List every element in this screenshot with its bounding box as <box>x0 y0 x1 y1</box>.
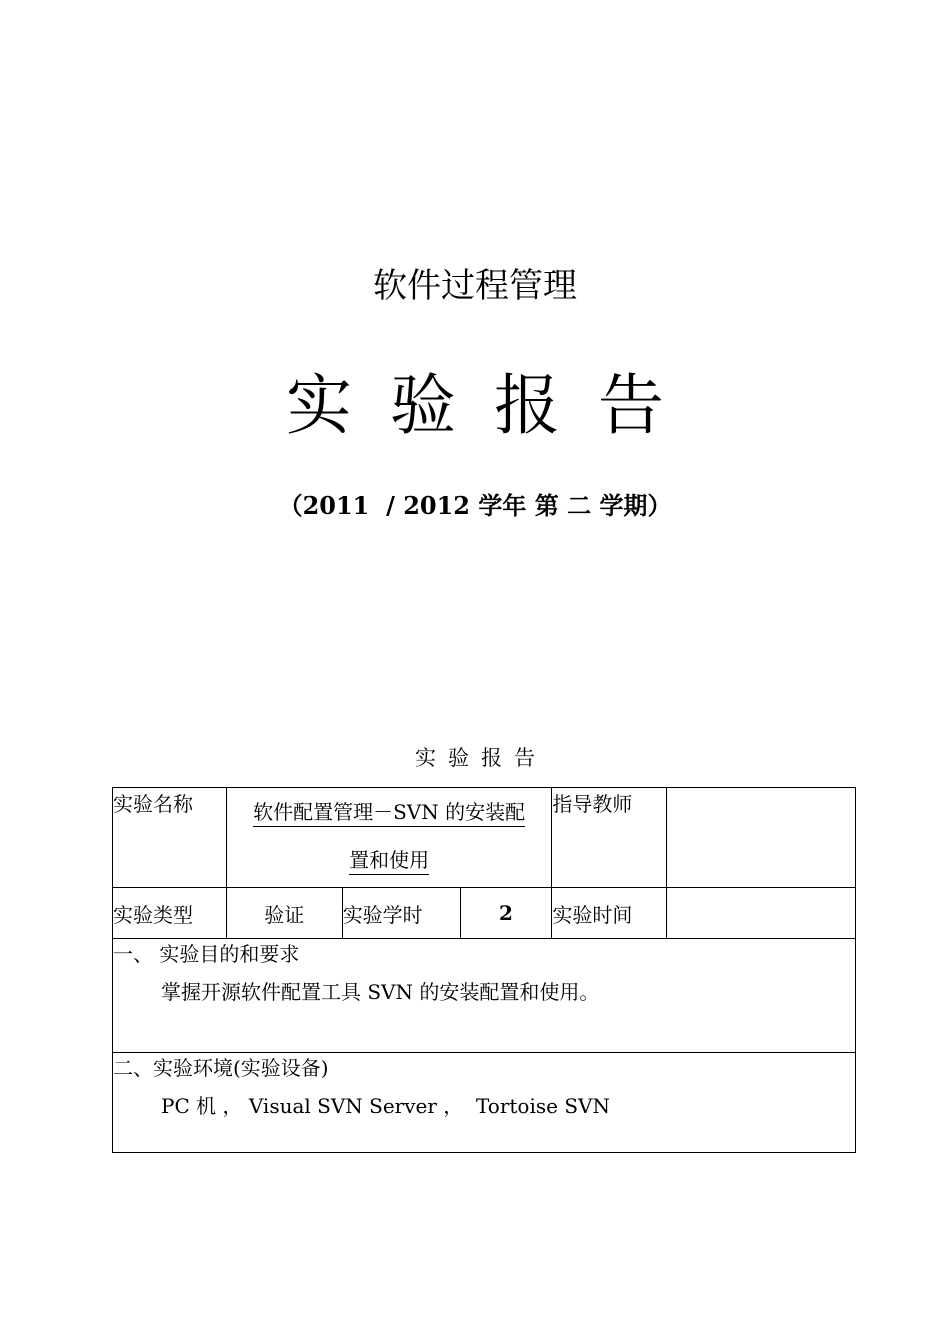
table-row <box>113 1053 856 1153</box>
teacher-label: 指导教师 <box>552 788 667 888</box>
experiment-name <box>226 788 552 888</box>
teacher-value <box>667 788 856 888</box>
name-label: 实验名称 <box>113 788 227 888</box>
section-heading: 一、 实验目的和要求 <box>113 942 300 966</box>
academic-term <box>0 486 950 521</box>
term-close: ） <box>647 491 672 520</box>
type-value: 验证 <box>226 888 342 939</box>
time-value <box>667 888 856 939</box>
table-row <box>113 788 856 888</box>
term-separator: / <box>369 491 404 520</box>
term-semester: 二 <box>567 492 592 520</box>
section-body: PC 机 ， Visual SVN Server ， Tortoise SVN <box>161 1094 610 1118</box>
term-year-end: 2012 <box>403 491 470 520</box>
section-objectives <box>113 939 856 1053</box>
type-label: 实验类型 <box>113 888 227 939</box>
hours-value: 2 <box>460 888 552 939</box>
term-label: 学期 <box>599 492 648 520</box>
term-no-label: 第 <box>534 492 559 520</box>
term-year-label: 学年 <box>478 492 527 520</box>
experiment-name-line2: 置和使用 <box>349 848 429 875</box>
experiment-name-line1: 软件配置管理－SVN 的安装配 <box>253 800 525 827</box>
table-row <box>113 939 856 1053</box>
section-heading: 二、实验环境(实验设备) <box>113 1056 329 1080</box>
section-body: 掌握开源软件配置工具 SVN 的安装配置和使用。 <box>161 980 600 1004</box>
report-heading: 实验报告 <box>415 746 547 770</box>
hours-label: 实验学时 <box>342 888 460 939</box>
term-year-start: 2011 <box>302 491 370 520</box>
term-open: （ <box>278 491 303 520</box>
section-environment <box>113 1053 856 1153</box>
course-title: 软件过程管理 <box>373 266 577 306</box>
table-row <box>113 888 856 939</box>
time-label: 实验时间 <box>552 888 667 939</box>
report-title: 实验报告 <box>286 367 702 444</box>
report-table <box>112 787 856 1153</box>
